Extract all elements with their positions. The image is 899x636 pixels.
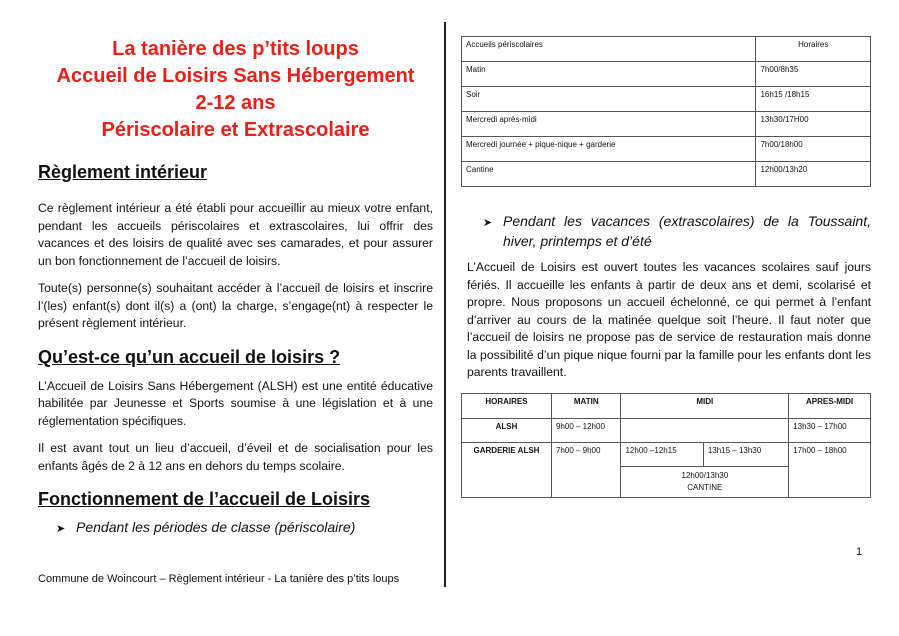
table-cell: 9h00 – 12h00: [551, 418, 621, 442]
bullet-vacances: [483, 211, 871, 251]
arrow-bullet-icon: ➤: [56, 523, 66, 535]
table-header-cell: APRES-MIDI: [789, 393, 871, 418]
paragraph-lieu: Il est avant tout un lieu d’accueil, d’éveil et de socialisation pour les enfants âgés de 2 à 12 ans en dehors du temps scolaire.: [38, 441, 433, 473]
title-line-1: La tanière des p’tits loups: [112, 38, 359, 60]
paragraph-intro: Ce règlement intérieur a été établi pour accueillir au mieux votre enfant, pendant les accueils périscolaires et extrascolaires, lui offrir des vacances et des loisirs de qualité avec ses camarades, et pour assurer un bon fonctionnement de l’accueil de loisirs.: [38, 201, 433, 268]
heading-fonctionnement: Fonctionnement de l’accueil de Loisirs: [38, 489, 371, 509]
table-cell: 16h15 /18h15: [756, 87, 871, 112]
table-row: [462, 418, 871, 442]
table-row: [462, 87, 871, 112]
table-row: [462, 112, 871, 137]
cantine-cell: [621, 466, 789, 497]
table-header-cell: HORAIRES: [462, 393, 552, 418]
row-label-alsh: ALSH: [462, 418, 552, 442]
table-cell: 7h00/18h00: [756, 137, 871, 162]
table-cell: 13h15 – 13h30: [703, 442, 788, 466]
table-header-cell: MIDI: [621, 393, 789, 418]
heading-reglement: Règlement intérieur: [38, 162, 208, 182]
table-row: [462, 37, 871, 62]
document-title: [38, 36, 433, 144]
table-row: [462, 62, 871, 87]
table-header-cell: Horaires: [756, 37, 871, 62]
table-cell: 7h00/8h35: [756, 62, 871, 87]
bullet-periscolaire: [56, 517, 433, 539]
table-cell: Soir: [462, 87, 756, 112]
table-cell: Matin: [462, 62, 756, 87]
page-footer: Commune de Woincourt – Règlement intérieur - La tanière des p’tits loups: [38, 573, 400, 585]
bullet-periscolaire-text: Pendant les périodes de classe (périscolaire): [76, 519, 356, 535]
periscolaire-schedule-table: [461, 36, 871, 187]
column-divider: [444, 22, 446, 587]
title-line-2: Accueil de Loisirs Sans Hébergement: [56, 65, 415, 87]
title-line-3: 2-12 ans: [195, 92, 276, 114]
table-cell: 7h00 – 9h00: [551, 442, 621, 497]
table-header-cell: MATIN: [551, 393, 621, 418]
table-cell: 13h30 – 17h00: [789, 418, 871, 442]
table-cell: 12h00 –12h15: [621, 442, 703, 466]
table-cell: 12h00/13h20: [756, 162, 871, 187]
table-cell: Cantine: [462, 162, 756, 187]
table-cell: [621, 418, 789, 442]
table-cell: 13h30/17H00: [756, 112, 871, 137]
table-header-cell: Accueils périscolaires: [462, 37, 756, 62]
paragraph-vacances: L’Accueil de Loisirs est ouvert toutes les vacances scolaires sauf jours fériés. Il accueille les enfants à partir de deux ans et demi, scolarisé et propre. Nous proposons un accueil échelonné, ce qui permet à l’enfant d’arriver au cours de la matinée quelque soit l’heure. Il faut noter que l’accueil de loisirs ne propose pas de service de restauration mais donne la possibilité d’un pique nique fourni par la famille pour les enfants dont les parents travaillent.: [467, 260, 871, 379]
title-line-4: Périscolaire et Extrascolaire: [101, 119, 370, 141]
heading-accueil-loisirs: Qu’est-ce qu’un accueil de loisirs ?: [38, 346, 341, 367]
bullet-vacances-text: Pendant les vacances (extrascolaires) de la Toussaint, hiver, printemps et d’été: [503, 213, 871, 249]
horaires-table: [461, 393, 871, 498]
page-number: 1: [856, 546, 863, 558]
table-row: [462, 393, 871, 418]
row-label-garderie: GARDERIE ALSH: [462, 442, 552, 497]
right-column: [461, 36, 871, 498]
table-cell: Mercredi journée + pique-nique + garderie: [462, 137, 756, 162]
paragraph-engagement: Toute(s) personne(s) souhaitant accéder à l’accueil de loisirs et inscrire l’(les) enfant(s) dont il(s) a (ont) la charge, s’engage(nt) à respecter le présent règlement intérieur.: [38, 281, 433, 330]
arrow-bullet-icon: ➤: [483, 217, 493, 229]
cantine-time: 12h00/13h30: [681, 470, 729, 480]
table-row: [462, 442, 871, 466]
table-row: [462, 162, 871, 187]
paragraph-alsh: L’Accueil de Loisirs Sans Hébergement (ALSH) est une entité éducative habilitée par Jeunesse et Sports soumise à une législation et à une réglementation spécifiques.: [38, 378, 433, 428]
table-cell: 17h00 – 18h00: [789, 442, 871, 497]
table-cell: Mercredi après-midi: [462, 112, 756, 137]
left-column: [38, 36, 433, 539]
table-row: [462, 137, 871, 162]
cantine-label: CANTINE: [687, 482, 723, 492]
